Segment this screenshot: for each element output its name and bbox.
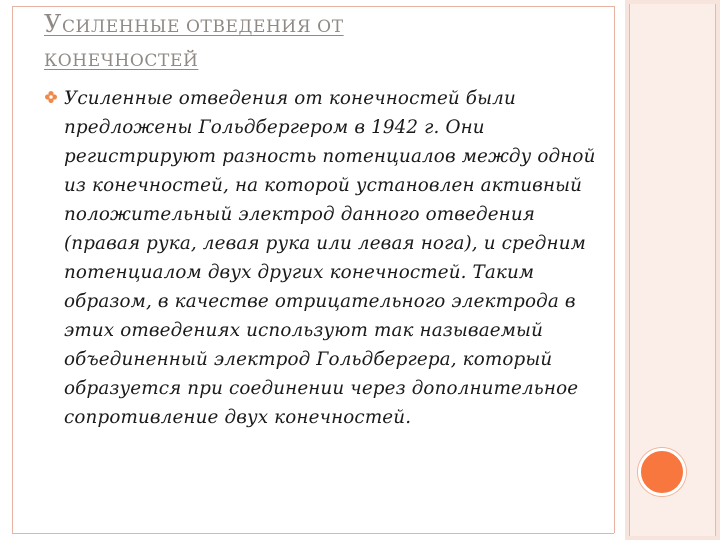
title-rest: СИЛЕННЫЕ ОТВЕДЕНИЯ ОТ КОНЕЧНОСТЕЙ — [44, 17, 344, 71]
slide-title — [44, 8, 464, 77]
bullet-text: Усиленные отведения от конечностей были предложены Гольдбергером в 1942 г. Они регистрируют разность потенциалов между одной из конечностей, на которой установлен активный положительный электрод данного отведения (правая рука, левая рука или левая нога), и средним потенциалом двух других конечностей. Таким образом, в качестве отрицательного электрода в этих отведениях используют так называемый объединенный электрод Гольдбергера, который образуется при соединении через дополнительное сопротивление двух конечностей. — [64, 88, 596, 428]
flower-bullet-icon — [44, 90, 58, 104]
frame-top-line — [12, 6, 614, 7]
frame-left-line — [12, 6, 13, 533]
orange-circle-decoration — [638, 448, 686, 496]
frame-bottom-line — [12, 533, 614, 534]
title-first-letter: У — [44, 10, 62, 38]
